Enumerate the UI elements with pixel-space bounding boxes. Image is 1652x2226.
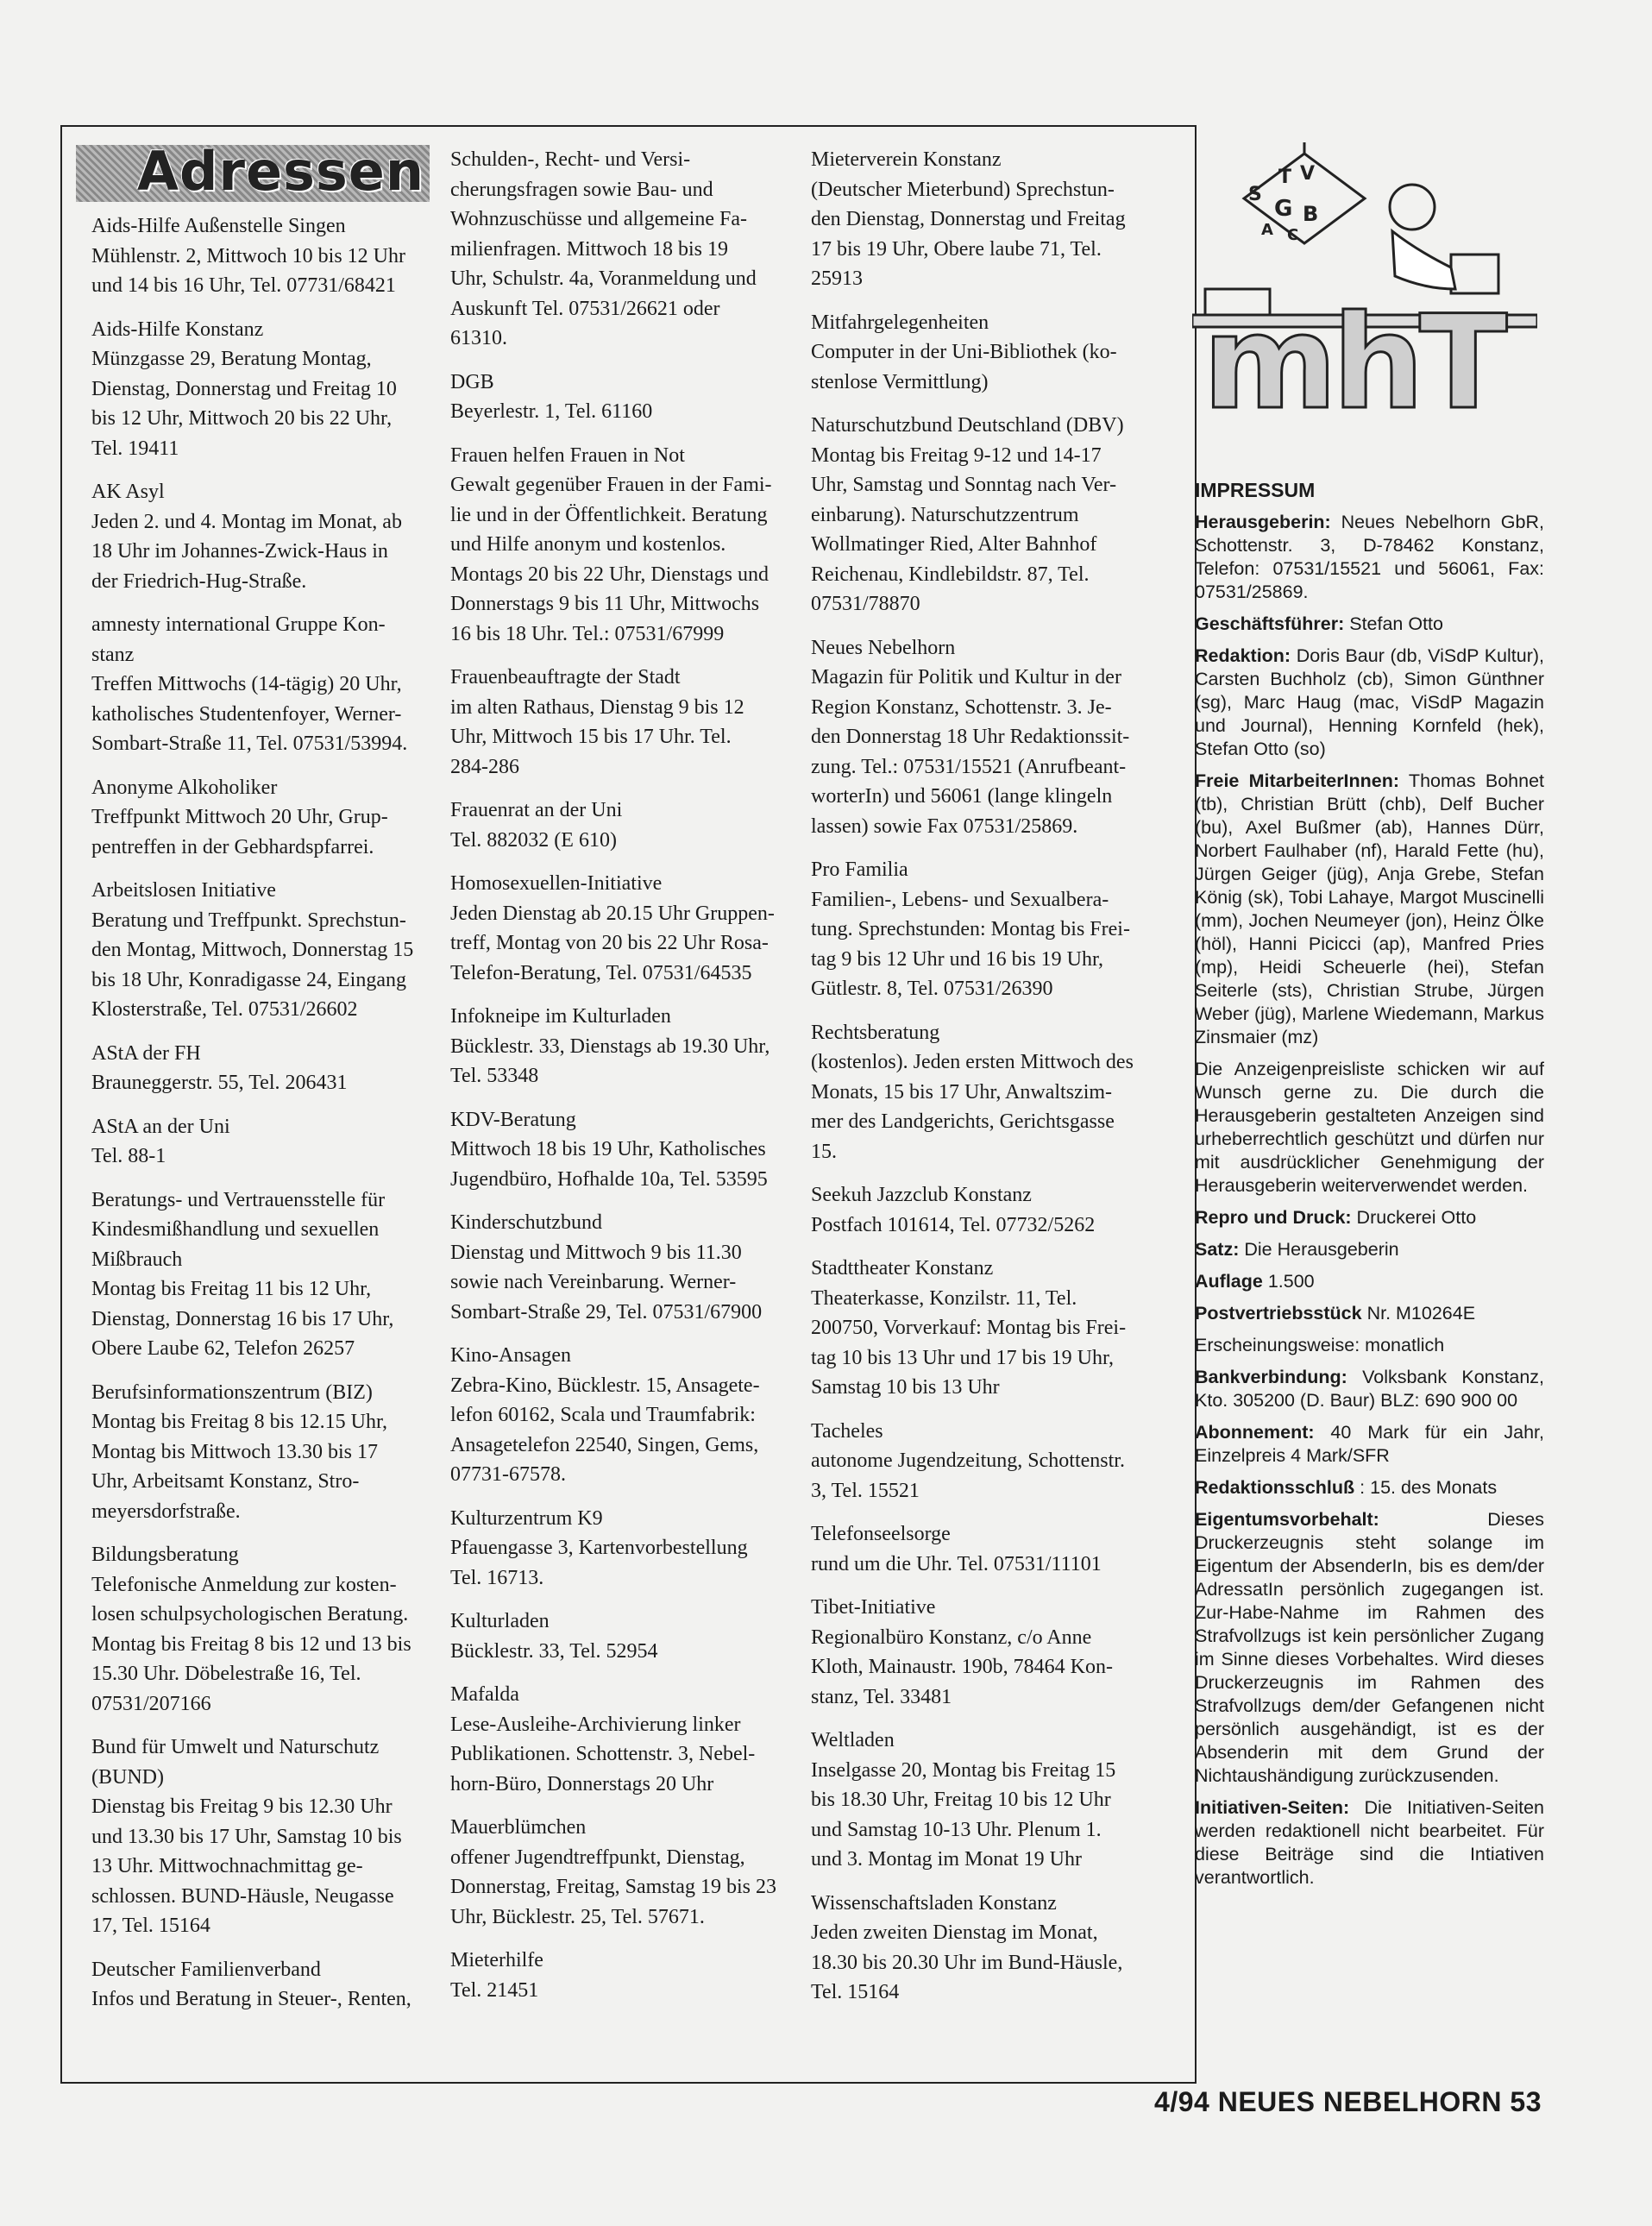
impressum-label: Satz: bbox=[1195, 1239, 1240, 1260]
address-entry-name: KDV-Beratung bbox=[450, 1108, 576, 1131]
address-entry-details: Jeden 2. und 4. Montag im Monat, ab 18 Uhr im Johannes-Zwick-Haus in der Friedrich-Hug-Straße. bbox=[91, 510, 402, 593]
logo-letter: G bbox=[1274, 196, 1293, 222]
address-entry-details: Familien-, Lebens- und Sexualbera- tung. Sprechstunden: Montag bis Frei- tag 9 bis 12 Uhr und 16 bis 19 Uhr, Gütlestr. 8, Tel. 07531/26390 bbox=[811, 888, 1130, 1000]
impressum-text: Die Herausgeberin bbox=[1239, 1239, 1399, 1260]
impressum-text: Volksbank Konstanz, Kto. 305200 (D. Baur) BLZ: 690 900 00 bbox=[1195, 1367, 1544, 1411]
address-entry-name: Arbeitslosen Initiative bbox=[91, 879, 276, 902]
address-entry bbox=[811, 1519, 1144, 1579]
address-entry-name: Mauerblümchen bbox=[450, 1816, 587, 1839]
address-entry-details: rund um die Uhr. Tel. 07531/11101 bbox=[811, 1552, 1102, 1575]
address-entry bbox=[91, 477, 437, 596]
address-entry-details: Zebra-Kino, Bücklestr. 15, Ansagete- lefon 60162, Scala und Traumfabrik: Ansagetelefon 22540, Singen, Gems, 07731-67578. bbox=[450, 1374, 760, 1486]
address-entry-name: Mieterverein Konstanz bbox=[811, 148, 1002, 171]
impressum-item bbox=[1195, 613, 1544, 636]
impressum-item bbox=[1195, 1366, 1544, 1412]
impressum-label: Repro und Druck: bbox=[1195, 1207, 1352, 1228]
address-entry bbox=[450, 1813, 788, 1932]
address-entry-name: Bund für Umwelt und Naturschutz (BUND) bbox=[91, 1736, 380, 1789]
address-entry bbox=[91, 1112, 437, 1172]
address-entry bbox=[811, 855, 1144, 1004]
address-entry-details: Regionalbüro Konstanz, c/o Anne Kloth, Mainaustr. 190b, 78464 Kon- stanz, Tel. 33481 bbox=[811, 1625, 1113, 1708]
page-footer: 4/94 NEUES NEBELHORN 53 bbox=[1154, 2086, 1542, 2117]
address-entry-name: Tibet-Initiative bbox=[811, 1596, 936, 1619]
address-entry bbox=[91, 315, 437, 464]
address-entry bbox=[811, 1889, 1144, 2008]
address-entry-details: autonome Jugendzeitung, Schottenstr. 3, Tel. 15521 bbox=[811, 1449, 1125, 1502]
address-entry-name: Aids-Hilfe Konstanz bbox=[91, 318, 264, 341]
address-entry-details: Jeden zweiten Dienstag im Monat, 18.30 bis 20.30 Uhr im Bund-Häusle, Tel. 15164 bbox=[811, 1921, 1123, 2003]
impressum-label: Initiativen-Seiten: bbox=[1195, 1797, 1350, 1818]
address-entry bbox=[450, 795, 788, 855]
address-entry-details: Telefonische Anmeldung zur kosten- losen schulpsychologischen Beratung. Montag bis Freitag 8 bis 12 und 13 bis 15.30 Uhr. Döbelestraße 16, Tel. 07531/207166 bbox=[91, 1573, 411, 1715]
address-entry-name: Telefonseelsorge bbox=[811, 1523, 951, 1545]
logo-letter: T bbox=[1278, 167, 1292, 188]
logo-letter: B bbox=[1303, 202, 1319, 226]
address-entry bbox=[811, 1254, 1144, 1403]
address-entry-name: Rechtsberatung bbox=[811, 1021, 940, 1044]
address-entry bbox=[91, 211, 437, 301]
impressum-item bbox=[1195, 1796, 1544, 1890]
impressum-item bbox=[1195, 1302, 1544, 1325]
address-column-3 bbox=[811, 145, 1144, 2022]
address-entry-name: Weltladen bbox=[811, 1729, 895, 1751]
address-entry-name: Beratungs- und Vertrauensstelle für Kindesmißhandlung und sexuellen Mißbrauch bbox=[91, 1188, 386, 1271]
impressum-title: IMPRESSUM bbox=[1195, 479, 1316, 501]
impressum-text: Die Anzeigenpreisliste schicken wir auf Wunsch gerne zu. Die durch die Herausgeberin gestalteten Anzeigen sind urheberrechtlich geschützt und dürfen nur mit ausdrücklicher Genehmigung der Herausgeberin weiterverwendet werden. bbox=[1195, 1059, 1544, 1196]
logo-brand-text: mhT bbox=[1203, 288, 1503, 414]
address-entry-name: Pro Familia bbox=[811, 858, 908, 881]
address-entry-name: Bildungsberatung bbox=[91, 1544, 239, 1566]
impressum-item bbox=[1195, 1058, 1544, 1198]
address-entry-details: offener Jugendtreffpunkt, Dienstag, Donnerstag, Freitag, Samstag 19 bis 23 Uhr, Bücklestr. 25, Tel. 57671. bbox=[450, 1846, 776, 1928]
address-entry-details: Postfach 101614, Tel. 07732/5262 bbox=[811, 1213, 1096, 1236]
address-entry-name: Aids-Hilfe Außenstelle Singen bbox=[91, 215, 346, 237]
address-entry-details: Beyerlestr. 1, Tel. 61160 bbox=[450, 400, 653, 423]
impressum-item bbox=[1195, 645, 1544, 761]
impressum-label: Freie MitarbeiterInnen: bbox=[1195, 770, 1400, 791]
address-entry-details: Lese-Ausleihe-Archivierung linker Publikationen. Schottenstr. 3, Nebel- horn-Büro, Donnerstags 20 Uhr bbox=[450, 1713, 756, 1795]
address-entry-name: Frauenrat an der Uni bbox=[450, 799, 623, 821]
address-entry-details: Montag bis Freitag 8 bis 12.15 Uhr, Montag bis Mittwoch 13.30 bis 17 Uhr, Arbeitsamt Konstanz, Stro- meyersdorfstraße. bbox=[91, 1411, 388, 1523]
address-entry-details: Jeden Dienstag ab 20.15 Uhr Gruppen- treff, Montag von 20 bis 22 Uhr Rosa- Telefon-Beratung, Tel. 07531/64535 bbox=[450, 902, 775, 984]
address-entry bbox=[811, 1018, 1144, 1167]
mht-logo bbox=[1192, 138, 1537, 414]
address-entry-name: Frauen helfen Frauen in Not bbox=[450, 443, 685, 467]
address-entry bbox=[450, 1341, 788, 1490]
address-entry-name: Frauenbeauftragte der Stadt bbox=[450, 666, 681, 689]
address-entry bbox=[811, 1180, 1144, 1240]
address-entry-name: Anonyme Alkoholiker bbox=[91, 776, 278, 799]
impressum-label: Redaktionsschluß bbox=[1195, 1477, 1355, 1498]
address-entry-name: Deutscher Familienverband bbox=[91, 1958, 321, 1981]
impressum-item bbox=[1195, 1476, 1544, 1500]
address-entry-details: Brauneggerstr. 55, Tel. 206431 bbox=[91, 1072, 348, 1094]
address-entry bbox=[450, 441, 788, 650]
address-entry-name: DGB bbox=[450, 370, 494, 393]
impressum-text: 40 Mark für ein Jahr, Einzelpreis 4 Mark/SFR bbox=[1195, 1422, 1544, 1466]
address-entry-details: Computer in der Uni-Bibliothek (ko- stenlose Vermittlung) bbox=[811, 341, 1117, 393]
address-entry-name: Kulturzentrum K9 bbox=[450, 1506, 603, 1530]
address-entry-name: AK Asyl bbox=[91, 481, 165, 503]
impressum-label: Bankverbindung: bbox=[1195, 1367, 1347, 1387]
address-column-1 bbox=[91, 211, 437, 2028]
impressum-label: Auflage bbox=[1195, 1271, 1263, 1292]
address-entry-name: Tacheles bbox=[811, 1419, 883, 1443]
address-entry-details: Bücklestr. 33, Dienstags ab 19.30 Uhr, Tel. 53348 bbox=[450, 1034, 770, 1087]
impressum-item bbox=[1195, 770, 1544, 1049]
address-entry bbox=[450, 869, 788, 988]
address-entry bbox=[450, 1680, 788, 1799]
impressum-text: : 15. des Monats bbox=[1354, 1477, 1498, 1498]
address-entry-details: Theaterkasse, Konzilstr. 11, Tel. 200750, Vorverkauf: Montag bis Frei- tag 10 bis 13 Uhr und 17 bis 19 Uhr, Samstag 10 bis 13 Uhr bbox=[811, 1286, 1127, 1399]
address-entry bbox=[450, 663, 788, 782]
impressum-text: Neues Nebelhorn GbR, Schottenstr. 3, D-78462 Konstanz, Telefon: 07531/15521 und 56061, Fax: 07531/25869. bbox=[1195, 512, 1544, 602]
address-entry-details: Beratung und Treffpunkt. Sprechstun- den Montag, Mittwoch, Donnerstag 15 bis 18 Uhr, Konradigasse 24, Eingang Klosterstraße, Tel. 07531/26602 bbox=[91, 909, 414, 1021]
address-entry-details: Infos und Beratung in Steuer-, Renten, bbox=[91, 1988, 411, 2010]
address-entry bbox=[91, 1185, 437, 1364]
address-entry-details: Montag bis Freitag 9-12 und 14-17 Uhr, Samstag und Sonntag nach Ver- einbarung). Naturschutzzentrum Wollmatinger Ried, Alter Bahnhof Reichenau, Kindlebildstr. 87, Tel. 07531/78870 bbox=[811, 443, 1117, 615]
address-entry-details: Tel. 882032 (E 610) bbox=[450, 828, 617, 852]
impressum-item bbox=[1195, 1238, 1544, 1261]
impressum-text: Erscheinungsweise: monatlich bbox=[1195, 1335, 1445, 1355]
impressum-item bbox=[1195, 1334, 1544, 1357]
address-entry-name: Kulturladen bbox=[450, 1610, 550, 1632]
address-entry bbox=[91, 1540, 437, 1719]
address-entry-details: Mühlenstr. 2, Mittwoch 10 bis 12 Uhr und 14 bis 16 Uhr, Tel. 07731/68421 bbox=[91, 244, 405, 297]
impressum-item bbox=[1195, 1421, 1544, 1468]
address-entry-name: Homosexuellen-Initiative bbox=[450, 872, 663, 895]
impressum-label: Redaktion: bbox=[1195, 645, 1291, 666]
impressum-text: Nr. M10264E bbox=[1361, 1303, 1476, 1324]
address-entry bbox=[811, 1593, 1144, 1712]
address-entry-details: Treffpunkt Mittwoch 20 Uhr, Grup- pentreffen in der Gebhardspfarrei. bbox=[91, 806, 388, 858]
impressum-label: Herausgeberin: bbox=[1195, 512, 1331, 532]
impressum-label: Geschäftsführer: bbox=[1195, 613, 1345, 634]
address-entry bbox=[450, 1208, 788, 1327]
impressum bbox=[1195, 479, 1544, 1898]
address-entry-name: Naturschutzbund Deutschland (DBV) bbox=[811, 414, 1124, 437]
address-entry-name: Mafalda bbox=[450, 1683, 519, 1706]
address-entry-details: Montag bis Freitag 11 bis 12 Uhr, Dienstag, Donnerstag 16 bis 17 Uhr, Obere Laube 62, Telefon 26257 bbox=[91, 1278, 394, 1360]
address-entry-details: (Deutscher Mieterbund) Sprechstun- den Dienstag, Donnerstag und Freitag 17 bis 19 Uhr, Obere laube 71, Tel. 25913 bbox=[811, 178, 1126, 290]
address-entry-details: Pfauengasse 3, Kartenvorbestellung Tel. 16713. bbox=[450, 1537, 748, 1589]
section-header bbox=[76, 145, 430, 202]
impressum-item bbox=[1195, 1206, 1544, 1229]
address-entry-name: Mieterhilfe bbox=[450, 1949, 543, 1971]
address-entry bbox=[811, 308, 1144, 398]
impressum-label: Postvertriebsstück bbox=[1195, 1303, 1362, 1324]
impressum-text: Thomas Bohnet (tb), Christian Brütt (chb), Delf Bucher (bu), Axel Bußmer (ab), Hannes Dürr, Norbert Faulhaber (nf), Harald Fette (hu), Jürgen Geiger (jüg), Anja Grebe, Stefan König (sk), Tobi Lahaye, Margot Muscinelli (mm), Jochen Neumeyer (jon), Heinz Ölke (höl), Hanni Picicci (ap), Manfred Pries (mp), Heidi Scheuerle (hei), Stefan Seiterle (sts), Christian Strube, Jürgen Weber (jüg), Marlene Wiedemann, Markus Zinsmaier (mz) bbox=[1195, 770, 1545, 1047]
impressum-text: 1.500 bbox=[1262, 1271, 1315, 1292]
address-entry bbox=[450, 1105, 788, 1195]
impressum-items bbox=[1195, 511, 1544, 1890]
address-entry bbox=[91, 876, 437, 1025]
address-entry bbox=[811, 633, 1144, 842]
address-entry-name: Wissenschaftsladen Konstanz bbox=[811, 1891, 1057, 1915]
impressum-label: Eigentumsvorbehalt: bbox=[1195, 1509, 1379, 1530]
impressum-item bbox=[1195, 511, 1544, 604]
address-entry bbox=[811, 145, 1144, 294]
address-entry bbox=[91, 1039, 437, 1098]
impressum-text: Dieses Druckerzeugnis steht solange im Eigentum der AbsenderIn, bis es dem/der AdressatIn persönlich zugegangen ist. Zur-Habe-Nahme im Rahmen des Strafvollzugs ist kein persönlicher Zugang im Sinne dieses Vorbehaltes. Wird dieses Druckerzeugnis im Rahmen des Strafvollzugs dem/der Gefangenen nicht persönlich ausgehändigt, ist es der Absenderin mit dem Grund der Nichtaushändigung zurückzusenden. bbox=[1195, 1509, 1544, 1786]
address-entry-details: Tel. 21451 bbox=[450, 1978, 539, 2002]
logo-letter: V bbox=[1300, 163, 1316, 185]
address-entry-details: Dienstag bis Freitag 9 bis 12.30 Uhr und 13.30 bis 17 Uhr, Samstag 10 bis 13 Uhr. Mittwochnachmittag ge- schlossen. BUND-Häusle, Neugasse 17, Tel. 15164 bbox=[91, 1795, 402, 1937]
address-entry bbox=[450, 1607, 788, 1666]
logo-letter: C bbox=[1287, 226, 1299, 244]
address-entry-name: Seekuh Jazzclub Konstanz bbox=[811, 1184, 1032, 1206]
address-entry-name: AStA an der Uni bbox=[91, 1115, 230, 1138]
address-entry-name: amnesty international Gruppe Kon- stanz bbox=[91, 613, 386, 666]
address-entry bbox=[450, 145, 788, 354]
address-entry-name: Kinderschutzbund bbox=[450, 1211, 602, 1234]
address-entry-name: Berufsinformationszentrum (BIZ) bbox=[91, 1380, 373, 1404]
address-entry bbox=[91, 773, 437, 863]
logo-person-head bbox=[1390, 185, 1435, 230]
address-entry-details: Bücklestr. 33, Tel. 52954 bbox=[450, 1639, 658, 1663]
impressum-text: Stefan Otto bbox=[1344, 613, 1443, 634]
address-entry-details: Treffen Mittwochs (14-tägig) 20 Uhr, katholisches Studentenfoyer, Werner- Sombart-Straße 11, Tel. 07531/53994. bbox=[91, 673, 408, 755]
impressum-item bbox=[1195, 1270, 1544, 1293]
address-entry bbox=[811, 411, 1144, 619]
address-entry bbox=[811, 1726, 1144, 1875]
logo-letter: A bbox=[1261, 221, 1273, 239]
impressum-text: Druckerei Otto bbox=[1351, 1207, 1477, 1228]
address-entry-name: Kino-Ansagen bbox=[450, 1344, 571, 1367]
address-entry bbox=[450, 1002, 788, 1091]
section-title: Adressen bbox=[137, 145, 424, 202]
address-entry-details: Dienstag und Mittwoch 9 bis 11.30 sowie nach Vereinbarung. Werner- Sombart-Straße 29, Tel. 07531/67900 bbox=[450, 1241, 763, 1324]
address-entry bbox=[450, 1946, 788, 2005]
address-entry-details: Magazin für Politik und Kultur in der Region Konstanz, Schottenstr. 3. Je- den Donnerstag 18 Uhr Redaktionssit- zung. Tel.: 07531/15521 (Anrufbeant- worterIn) und 56061 (lange klingeln lassen) sowie Fax 07531/25869. bbox=[811, 666, 1130, 838]
impressum-text: Doris Baur (db, ViSdP Kultur), Carsten Buchholz (cb), Simon Günthner (sg), Marc Haug (mac, ViSdP Magazin und Journal), Henning Kornfeld (hek), Stefan Otto (so) bbox=[1195, 645, 1544, 759]
impressum-item bbox=[1195, 1508, 1544, 1788]
address-entry-details: Münzgasse 29, Beratung Montag, Dienstag, Donnerstag und Freitag 10 bis 12 Uhr, Mittwoch 20 bis 22 Uhr, Tel. 19411 bbox=[91, 348, 397, 460]
address-entry-name: Neues Nebelhorn bbox=[811, 636, 956, 659]
address-entry-details: Mittwoch 18 bis 19 Uhr, Katholisches Jugendbüro, Hofhalde 10a, Tel. 53595 bbox=[450, 1138, 768, 1191]
address-entry-details: (kostenlos). Jeden ersten Mittwoch des Monats, 15 bis 17 Uhr, Anwaltszim- mer des Landgerichts, Gerichtsgasse 15. bbox=[811, 1051, 1134, 1163]
address-entry-details: Tel. 88-1 bbox=[91, 1145, 166, 1167]
address-entry-name: AStA der FH bbox=[91, 1041, 201, 1065]
address-entry-details: Gewalt gegenüber Frauen in der Fami- lie und in der Öffentlichkeit. Beratung und Hilfe anonym und kostenlos. Montags 20 bis 22 Uhr, Dienstags und Donnerstags 9 bis 11 Uhr, Mittwochs 16 bis 18 Uhr. Tel.: 07531/67999 bbox=[450, 474, 772, 645]
address-entry-details: im alten Rathaus, Dienstag 9 bis 12 Uhr, Mittwoch 15 bis 17 Uhr. Tel. 284-286 bbox=[450, 695, 744, 778]
address-entry-name: Infokneipe im Kulturladen bbox=[450, 1005, 671, 1028]
impressum-text: Die Initiativen-Seiten werden redaktionell nicht bearbeitet. Für diese Beiträge sind die Intiativen verantwortlich. bbox=[1195, 1797, 1544, 1888]
address-entry bbox=[91, 1378, 437, 1527]
address-entry bbox=[450, 368, 788, 427]
address-entry-details: Inselgasse 20, Montag bis Freitag 15 bis 18.30 Uhr, Freitag 10 bis 12 Uhr und Samstag 10-13 Uhr. Plenum 1. und 3. Montag im Monat 19 Uhr bbox=[811, 1758, 1116, 1871]
address-entry bbox=[91, 610, 437, 759]
address-entry-details: Schulden-, Recht- und Versi- cherungsfragen sowie Bau- und Wohnzuschüsse und allgemeine Fa- milienfragen. Mittwoch 18 bis 19 Uhr, Schulstr. 4a, Voranmeldung und Auskunft Tel. 07531/26621 oder 61310. bbox=[450, 148, 757, 349]
address-entry bbox=[450, 1504, 788, 1594]
logo-person-body bbox=[1392, 231, 1455, 289]
address-entry-name: Mitfahrgelegenheiten bbox=[811, 311, 989, 334]
address-entry-name: Stadttheater Konstanz bbox=[811, 1257, 994, 1280]
address-entry bbox=[91, 1732, 437, 1941]
address-column-2 bbox=[450, 145, 788, 2019]
address-entry bbox=[811, 1417, 1144, 1506]
address-entry bbox=[91, 1955, 437, 2015]
impressum-label: Abonnement: bbox=[1195, 1422, 1315, 1443]
logo-letter: S bbox=[1248, 184, 1262, 205]
